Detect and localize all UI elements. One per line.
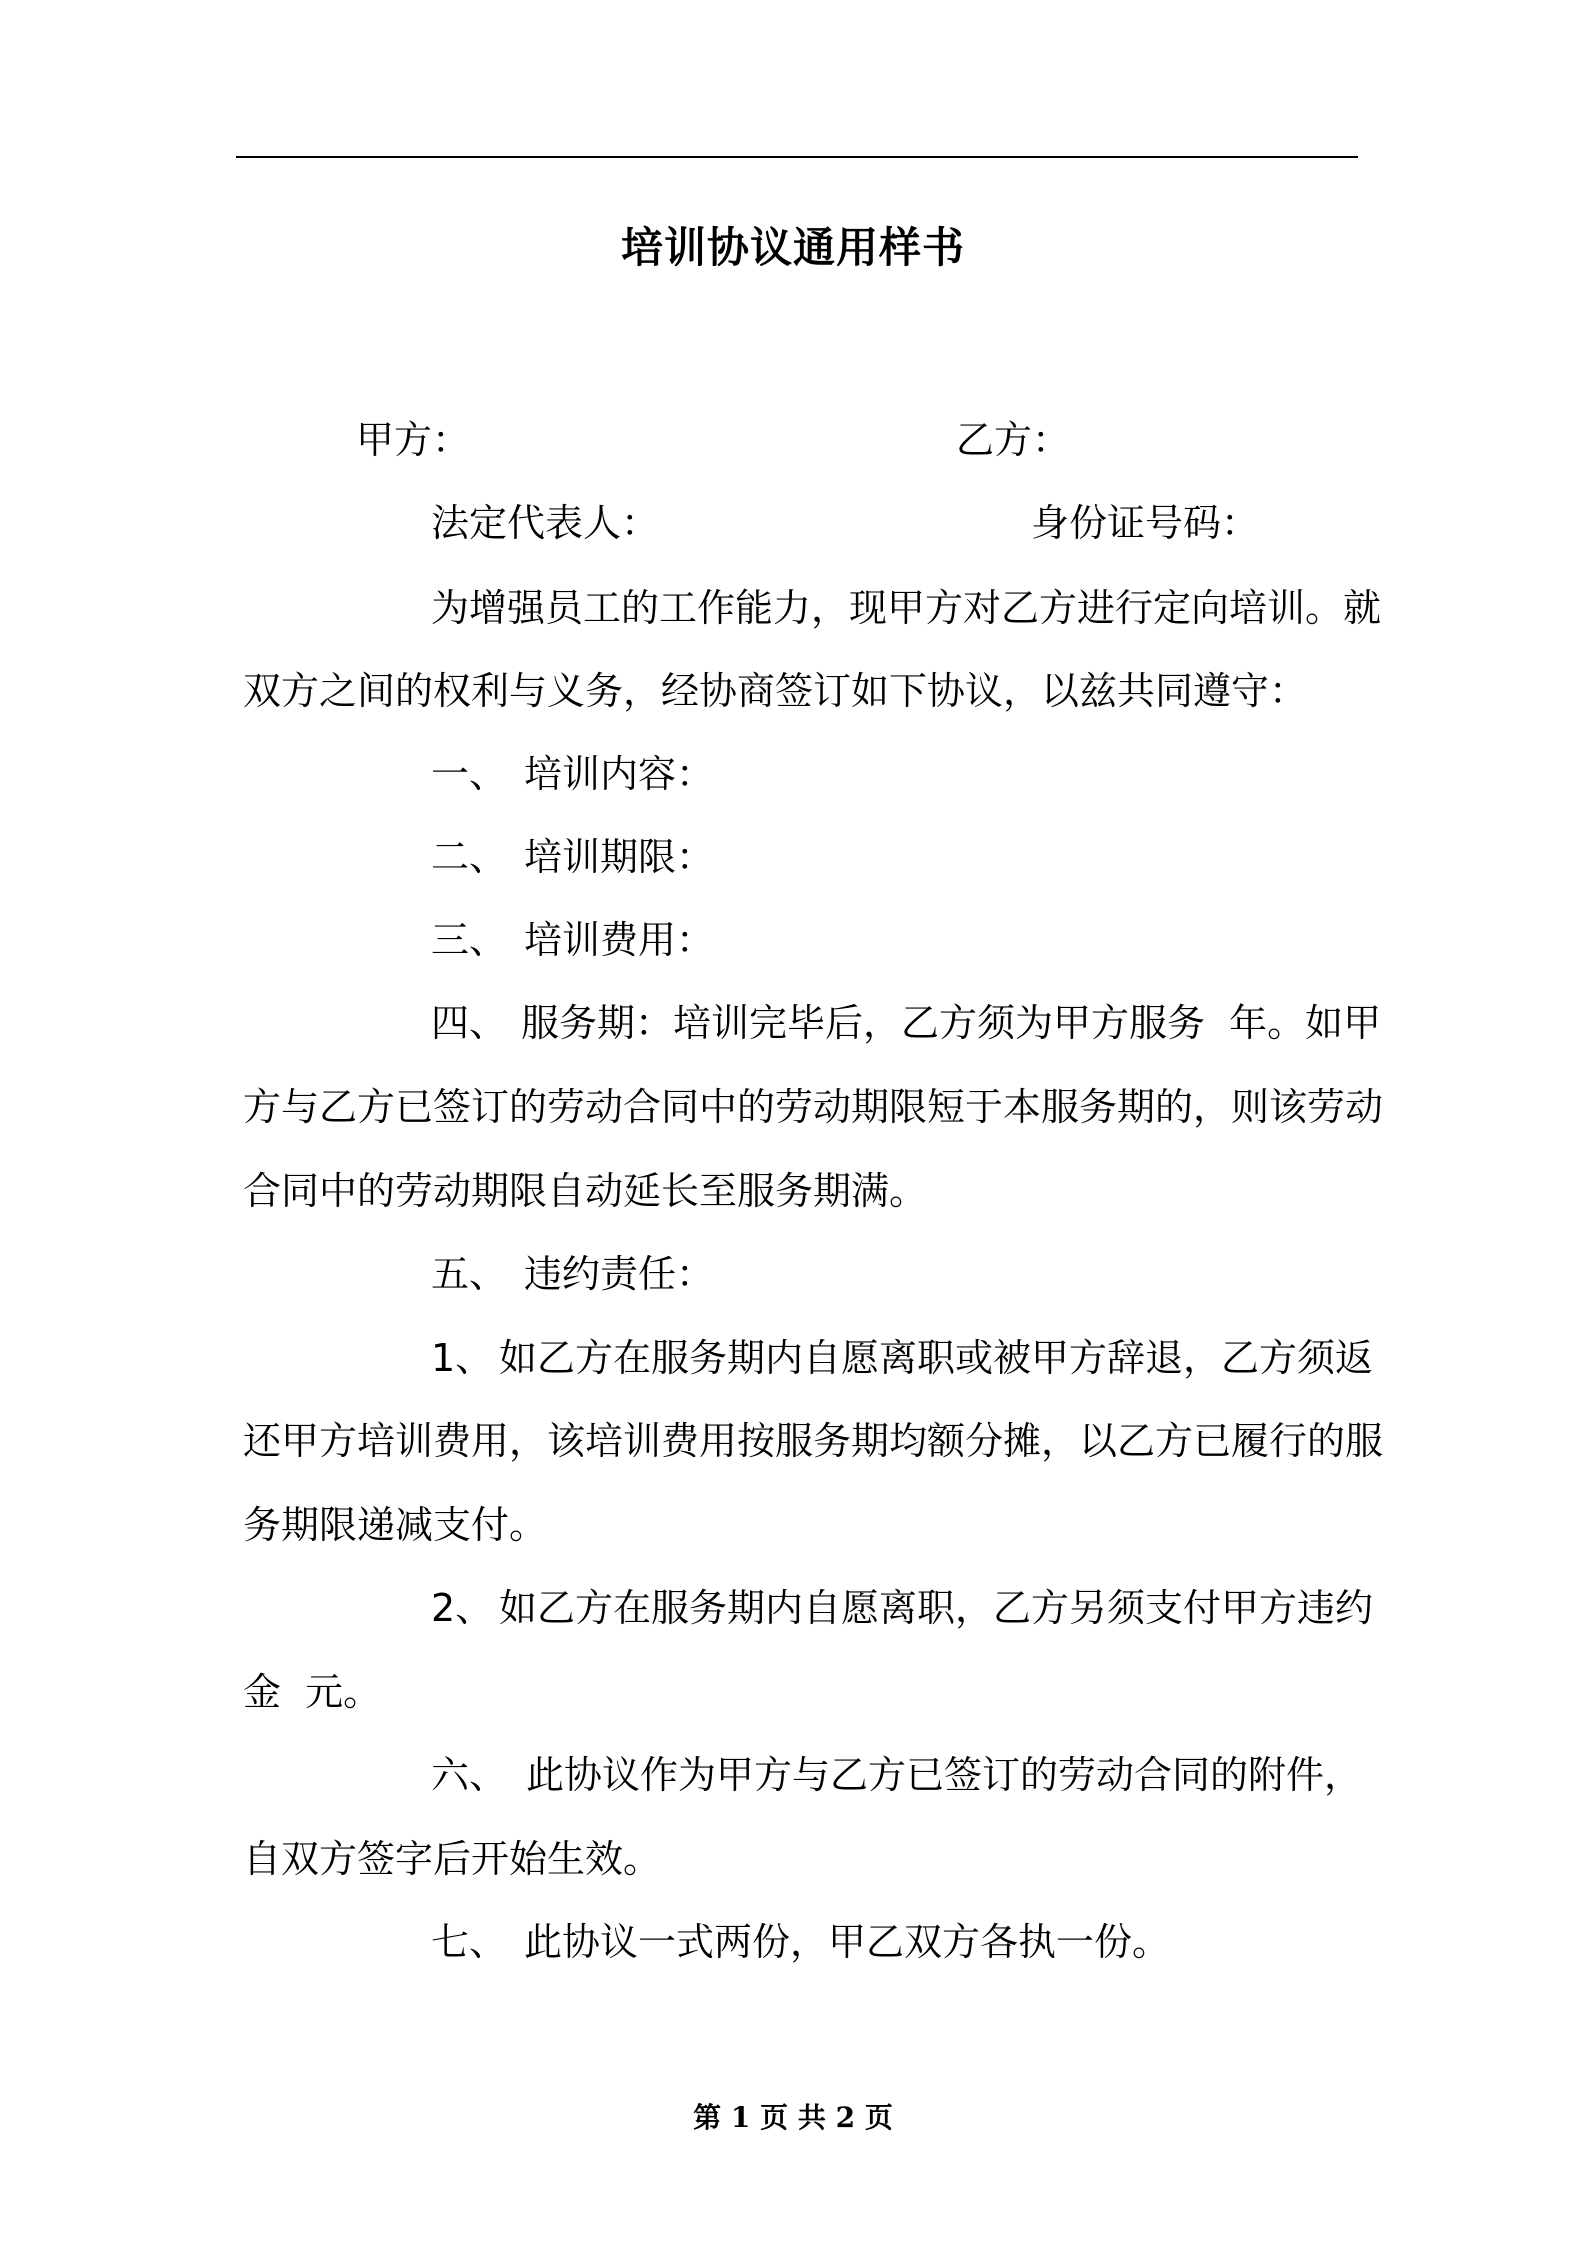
clause-1-text: 培训内容： [524,752,715,796]
id-number-label: 身份证号码： [1031,501,1260,545]
clause-3-number: 三、 [431,918,508,962]
clause-6-line-1: 此协议作为甲方与乙方已签订的劳动合同的附件， [526,1753,1363,1797]
subclause-2-number: 2、 [431,1586,494,1630]
clause-7-text: 此协议一式两份，甲乙双方各执一份。 [524,1920,1171,1964]
clause-4-number: 四、 [431,1001,508,1045]
legal-rep-label: 法定代表人： [431,501,660,545]
subclause-2-line-1: 如乙方在服务期内自愿离职，乙方另须支付甲方违约 [499,1586,1374,1630]
clause-6-line-2: 自双方签字后开始生效。 [243,1837,662,1881]
clause-6-number: 六、 [431,1753,508,1797]
clause-7-number: 七、 [431,1920,508,1964]
document-title: 培训协议通用样书 [620,223,965,272]
clause-1-number: 一、 [431,752,508,796]
intro-line-2: 双方之间的权利与义务，经协商签订如下协议，以兹共同遵守： [243,669,1308,713]
clause-2-number: 二、 [431,835,508,879]
clause-3-text: 培训费用： [524,918,715,962]
clause-4-line-2: 方与乙方已签订的劳动合同中的劳动期限短于本服务期的，则该劳动 [243,1085,1384,1129]
clause-2-text: 培训期限： [524,835,715,879]
intro-line-1: 为增强员工的工作能力，现甲方对乙方进行定向培训。就 [431,586,1382,630]
subclause-1-number: 1、 [431,1336,494,1380]
clause-4-line-1: 服务期：培训完毕后，乙方须为甲方服务 年。如甲 [521,1001,1382,1045]
subclause-1-line-1: 如乙方在服务期内自愿离职或被甲方辞退，乙方须返 [499,1336,1374,1380]
clause-4-line-3: 合同中的劳动期限自动延长至服务期满。 [243,1169,928,1213]
party-a-label: 甲方： [356,418,471,462]
subclause-2-line-2: 金 元。 [243,1670,382,1714]
clause-5-text: 违约责任： [524,1252,715,1296]
subclause-1-line-3: 务期限递减支付。 [243,1503,548,1547]
subclause-1-line-2: 还甲方培训费用，该培训费用按服务期均额分摊，以乙方已履行的服 [243,1419,1384,1463]
clause-5-number: 五、 [431,1252,508,1296]
page-number: 第 1 页 共 2 页 [693,2101,893,2134]
party-b-label: 乙方： [956,418,1071,462]
header-rule [236,156,1358,158]
